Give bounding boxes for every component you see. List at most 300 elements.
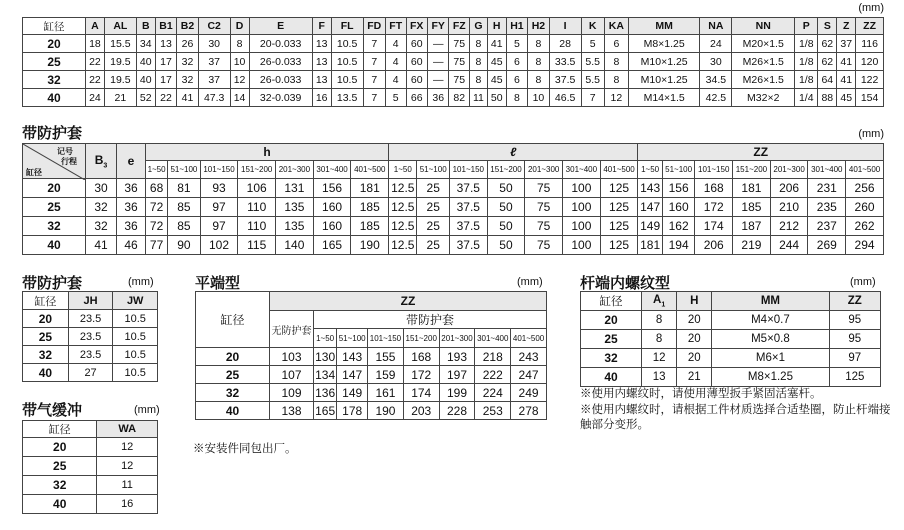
- table-cell: 8: [604, 71, 628, 89]
- table-cell: 75: [449, 53, 470, 71]
- stroke-header: 301~400: [475, 329, 511, 348]
- table-cell: 25: [23, 53, 86, 71]
- header-cell: D: [230, 18, 249, 35]
- table-cell: 81: [168, 179, 201, 198]
- table-cell: 155: [368, 348, 404, 366]
- table-cell: M10×1.25: [628, 71, 700, 89]
- table-cell: 5: [506, 35, 528, 53]
- table-cell: M26×1.5: [732, 53, 795, 71]
- table-cell: 32: [581, 349, 642, 368]
- cushion-title: 带气缓冲: [22, 402, 83, 419]
- table-cell: 7: [363, 89, 385, 107]
- table-cell: 12: [230, 71, 249, 89]
- table-cell: 8: [642, 330, 677, 349]
- table-cell: 19.5: [104, 53, 136, 71]
- table-cell: 52: [136, 89, 155, 107]
- table-cell: 50: [487, 198, 525, 217]
- table-row: [23, 198, 884, 217]
- bore-cell: 32: [196, 384, 270, 402]
- table-cell: 32: [177, 71, 199, 89]
- table-cell: 190: [351, 236, 389, 255]
- header-cell: WA: [97, 421, 158, 438]
- table-row: [23, 236, 884, 255]
- boot-title: 带防护套: [22, 125, 83, 142]
- table-cell: M6×1: [712, 349, 829, 368]
- boot-small-title: 带防护套: [22, 275, 83, 292]
- table-cell: 97: [200, 198, 238, 217]
- table-cell: 135: [276, 198, 314, 217]
- table-row: [581, 349, 881, 368]
- table-cell: 33.5: [549, 53, 581, 71]
- bore-cell: 32: [23, 217, 86, 236]
- table-cell: 37: [198, 53, 230, 71]
- bore-cell: 25: [23, 198, 86, 217]
- rodthread-note-1: ※使用内螺纹时，请使用薄型扳手紧固活塞杆。: [580, 388, 822, 400]
- table-cell: 10.5: [113, 310, 158, 328]
- table-cell: M10×1.25: [628, 53, 700, 71]
- table-cell: 140: [276, 236, 314, 255]
- header-cell: P: [795, 18, 818, 35]
- table-cell: 30: [86, 179, 117, 198]
- table-cell: 8: [230, 35, 249, 53]
- corner-code-label: 记号: [57, 147, 73, 156]
- header-cell: FL: [331, 18, 363, 35]
- table-cell: 25: [417, 236, 450, 255]
- table-cell: 120: [856, 53, 884, 71]
- header-cell: H1: [506, 18, 528, 35]
- table-cell: 6: [506, 71, 528, 89]
- header-cell: JW: [113, 292, 158, 310]
- table-cell: 41: [177, 89, 199, 107]
- table-cell: 10.5: [331, 35, 363, 53]
- table-cell: 1/8: [795, 53, 818, 71]
- table-cell: 100: [563, 179, 601, 198]
- table-cell: 212: [770, 217, 808, 236]
- table-cell: 262: [846, 217, 884, 236]
- table-cell: 20: [581, 311, 642, 330]
- table-cell: 1/8: [795, 35, 818, 53]
- table-cell: 136: [315, 385, 336, 400]
- table-cell: 97: [829, 349, 880, 368]
- table-cell: 50: [487, 217, 525, 236]
- header-cell: A: [86, 18, 105, 35]
- boot-small-table: [22, 291, 158, 382]
- dimensions-table: [22, 17, 884, 107]
- table-cell: 45: [487, 71, 506, 89]
- table-cell: 181: [638, 236, 662, 255]
- table-cell: 85: [168, 217, 201, 236]
- table-cell: 25: [23, 457, 97, 476]
- table-cell: 46.5: [549, 89, 581, 107]
- header-cell: KA: [604, 18, 628, 35]
- table-cell: 25: [417, 179, 450, 198]
- table-cell: —: [427, 71, 448, 89]
- table-cell: 26-0.033: [249, 53, 312, 71]
- col-b3: $B_3$: [86, 144, 117, 179]
- table-cell: 168: [403, 348, 439, 366]
- table-cell: 222: [475, 366, 511, 384]
- table-cell: 174: [695, 217, 733, 236]
- table-cell: 138: [270, 402, 314, 420]
- table-cell: 203: [403, 402, 439, 420]
- table-cell: 134: [315, 367, 336, 382]
- table-cell: 25: [23, 328, 69, 346]
- table-cell: 25: [417, 217, 450, 236]
- table-cell: 243: [511, 348, 547, 366]
- table-cell: 40: [136, 71, 155, 89]
- boot-small-unit: (mm): [128, 276, 154, 288]
- table-cell: 125: [600, 217, 638, 236]
- header-cell: S: [818, 18, 837, 35]
- table-cell: 110: [238, 217, 276, 236]
- table-cell: 224: [475, 384, 511, 402]
- flat-table: [195, 291, 547, 420]
- table-cell: 197: [439, 366, 475, 384]
- header-cell: FY: [427, 18, 448, 35]
- table-cell: 4: [385, 53, 406, 71]
- table-cell: 50: [487, 179, 525, 198]
- table-cell: 106: [238, 179, 276, 198]
- table-cell: 40: [23, 495, 97, 514]
- table-cell: 37: [837, 35, 856, 53]
- table-cell: 50: [487, 89, 506, 107]
- table-cell: 161: [368, 384, 404, 402]
- table-cell: 25: [417, 198, 450, 217]
- table-cell: 20: [23, 310, 69, 328]
- corner-cell: [23, 144, 86, 179]
- table-cell: M32×2: [732, 89, 795, 107]
- table-row: [23, 364, 158, 382]
- stroke-header: 201~300: [439, 329, 475, 348]
- table-row: [23, 438, 158, 457]
- table-cell: 18: [86, 35, 105, 53]
- rodthread-title: 杆端内螺纹型: [580, 275, 671, 292]
- table-cell: 82: [449, 89, 470, 107]
- stroke-header: 51~100: [337, 329, 368, 348]
- table-cell: 12.5: [389, 198, 417, 217]
- table-cell: 235: [808, 198, 846, 217]
- table-cell: 20: [677, 349, 712, 368]
- table-cell: 165: [315, 403, 336, 418]
- header-cell: 缸径: [581, 292, 642, 311]
- table-cell: —: [427, 53, 448, 71]
- table-cell: 41: [487, 35, 506, 53]
- table-cell: 8: [528, 35, 550, 53]
- table-cell: 72: [146, 217, 168, 236]
- table-cell: 20-0.033: [249, 35, 312, 53]
- table-cell: 77: [146, 236, 168, 255]
- table-row: [581, 311, 881, 330]
- table-cell: 13: [642, 368, 677, 387]
- table-cell: 26: [177, 35, 199, 53]
- table-cell: 62: [818, 35, 837, 53]
- header-cell: 缸径: [23, 292, 69, 310]
- table-cell: 97: [200, 217, 238, 236]
- header-cell: FD: [363, 18, 385, 35]
- table-cell: 7: [581, 89, 604, 107]
- table-cell: 40: [23, 89, 86, 107]
- table-cell: 32: [23, 71, 86, 89]
- stroke-header: 1~50: [146, 161, 168, 179]
- table-cell: 32: [177, 53, 199, 71]
- table-cell: 6: [506, 53, 528, 71]
- table-cell: 12.5: [389, 179, 417, 198]
- table-cell: 23.5: [68, 328, 113, 346]
- header-cell: H: [677, 292, 712, 311]
- table-cell: 181: [733, 179, 771, 198]
- table-cell: 95: [829, 311, 880, 330]
- bore-cell: 20: [23, 179, 86, 198]
- stroke-header: 101~150: [200, 161, 238, 179]
- table-cell: 219: [733, 236, 771, 255]
- header-cell: K: [581, 18, 604, 35]
- table-cell: 115: [238, 236, 276, 255]
- table-cell: 62: [818, 53, 837, 71]
- table-cell: 37.5: [449, 217, 487, 236]
- table-cell: 143: [337, 348, 368, 366]
- table-cell: 12: [642, 349, 677, 368]
- table-row: [581, 368, 881, 387]
- table-row: [581, 330, 881, 349]
- table-cell: 66: [406, 89, 427, 107]
- table-row: [23, 310, 158, 328]
- table-cell: 5.5: [581, 71, 604, 89]
- table-cell: 10: [230, 53, 249, 71]
- header-cell: FZ: [449, 18, 470, 35]
- table-cell: 11: [470, 89, 488, 107]
- table-cell: 23.5: [68, 346, 113, 364]
- table-cell: 210: [770, 198, 808, 217]
- table-cell: 22: [86, 71, 105, 89]
- table-cell: 90: [168, 236, 201, 255]
- header-cell: B: [136, 18, 155, 35]
- table-cell: 46: [117, 236, 146, 255]
- header-cell: B2: [177, 18, 199, 35]
- table-cell: 156: [313, 179, 351, 198]
- table-cell: 32: [86, 198, 117, 217]
- table-cell: 14: [230, 89, 249, 107]
- table-cell: 190: [368, 402, 404, 420]
- table-cell: 36: [117, 179, 146, 198]
- header-cell: Z: [837, 18, 856, 35]
- table-cell: 149: [638, 217, 662, 236]
- table-cell: 7: [363, 35, 385, 53]
- top-unit: (mm): [858, 2, 884, 14]
- group-l: ℓ: [389, 144, 638, 161]
- stroke-header: 201~300: [770, 161, 808, 179]
- header-cell: MM: [712, 292, 829, 311]
- table-row: [23, 328, 158, 346]
- table-row: [23, 346, 158, 364]
- header-cell: H2: [528, 18, 550, 35]
- table-cell: 45: [837, 89, 856, 107]
- table-row: [196, 366, 547, 384]
- table-cell: 125: [600, 198, 638, 217]
- table-cell: 185: [351, 217, 389, 236]
- table-cell: 13: [312, 71, 331, 89]
- table-cell: 8: [528, 53, 550, 71]
- table-cell: 130: [315, 349, 336, 364]
- table-cell: 107: [270, 366, 314, 384]
- table-cell: 160: [662, 198, 695, 217]
- table-cell: 247: [511, 366, 547, 384]
- table-cell: 37.5: [449, 198, 487, 217]
- table-cell: 5: [581, 35, 604, 53]
- header-cell: G: [470, 18, 488, 35]
- table-row: [23, 457, 158, 476]
- stroke-header: 201~300: [525, 161, 563, 179]
- table-cell: 16: [97, 495, 158, 514]
- table-cell: 13: [155, 35, 177, 53]
- table-cell: 1/4: [795, 89, 818, 107]
- table-cell: 12.5: [389, 217, 417, 236]
- group-h: h: [146, 144, 389, 161]
- table-cell: 17: [155, 53, 177, 71]
- table-cell: 15.5: [104, 35, 136, 53]
- table-row: [23, 179, 884, 198]
- table-cell: 12.5: [389, 236, 417, 255]
- stroke-header: 401~500: [600, 161, 638, 179]
- table-cell: 156: [662, 179, 695, 198]
- table-cell: 25: [581, 330, 642, 349]
- table-cell: —: [427, 35, 448, 53]
- stroke-header: 101~150: [695, 161, 733, 179]
- table-cell: 185: [733, 198, 771, 217]
- flat-title: 平端型: [195, 275, 241, 292]
- table-cell: 8: [470, 35, 488, 53]
- table-cell: 37.5: [549, 71, 581, 89]
- stroke-header: 301~400: [563, 161, 601, 179]
- bore-cell: 40: [23, 236, 86, 255]
- rodthread-table: [580, 291, 881, 387]
- table-cell: 40: [23, 364, 69, 382]
- flat-note: ※安装件同包出厂。: [193, 443, 297, 455]
- table-cell: 4: [385, 71, 406, 89]
- table-cell: 12: [97, 438, 158, 457]
- header-cell: B1: [155, 18, 177, 35]
- table-cell: 102: [200, 236, 238, 255]
- table-cell: 47.3: [198, 89, 230, 107]
- stroke-header: 301~400: [808, 161, 846, 179]
- table-cell: 13: [312, 35, 331, 53]
- header-cell: ZZ: [856, 18, 884, 35]
- stroke-header: 401~500: [511, 329, 547, 348]
- table-cell: 131: [276, 179, 314, 198]
- group-zz: ZZ: [638, 144, 884, 161]
- table-cell: 93: [200, 179, 238, 198]
- table-cell: 185: [351, 198, 389, 217]
- table-cell: 88: [818, 89, 837, 107]
- table-cell: 8: [470, 71, 488, 89]
- table-cell: 11: [97, 476, 158, 495]
- table-cell: 110: [238, 198, 276, 217]
- table-cell: 22: [155, 89, 177, 107]
- table-cell: 8: [642, 311, 677, 330]
- table-cell: 100: [563, 217, 601, 236]
- table-cell: 253: [475, 402, 511, 420]
- table-cell: 21: [677, 368, 712, 387]
- table-cell: 8: [470, 53, 488, 71]
- table-cell: 19.5: [104, 71, 136, 89]
- table-cell: 135: [276, 217, 314, 236]
- table-cell: 162: [662, 217, 695, 236]
- stroke-header: 151~200: [487, 161, 525, 179]
- stroke-header: 151~200: [733, 161, 771, 179]
- table-cell: 8: [604, 53, 628, 71]
- header-cell: 缸径: [23, 421, 97, 438]
- boot-unit: (mm): [858, 128, 884, 140]
- table-cell: 10.5: [113, 346, 158, 364]
- flat-group-zz: ZZ: [270, 292, 547, 311]
- table-cell: 10.5: [113, 364, 158, 382]
- table-row: [196, 348, 547, 366]
- table-cell: 12: [604, 89, 628, 107]
- table-cell: 178: [337, 402, 368, 420]
- table-cell: 21: [104, 89, 136, 107]
- table-cell: 75: [525, 179, 563, 198]
- header-cell: NA: [700, 18, 732, 35]
- table-cell: 26-0.033: [249, 71, 312, 89]
- stroke-header: 51~100: [417, 161, 450, 179]
- table-cell: 160: [313, 217, 351, 236]
- table-cell: M8×1.25: [628, 35, 700, 53]
- stroke-header: 101~150: [368, 329, 404, 348]
- table-cell: 16: [312, 89, 331, 107]
- table-header-row: [23, 18, 884, 35]
- table-row: [23, 53, 884, 71]
- table-cell: 20: [677, 311, 712, 330]
- table-cell: 37: [198, 71, 230, 89]
- table-cell: 181: [351, 179, 389, 198]
- table-cell: 13: [312, 53, 331, 71]
- table-cell: 244: [770, 236, 808, 255]
- table-cell: 45: [487, 53, 506, 71]
- table-cell: 75: [525, 198, 563, 217]
- table-cell: 42.5: [700, 89, 732, 107]
- stroke-header: 51~100: [662, 161, 695, 179]
- table-cell: 228: [439, 402, 475, 420]
- table-cell: 100: [563, 198, 601, 217]
- table-cell: 5.5: [581, 53, 604, 71]
- table-cell: 194: [662, 236, 695, 255]
- table-row: [23, 71, 884, 89]
- table-cell: 13.5: [331, 89, 363, 107]
- boot-table: [22, 143, 884, 255]
- table-cell: 269: [808, 236, 846, 255]
- table-cell: 249: [511, 384, 547, 402]
- table-cell: 4: [385, 35, 406, 53]
- header-cell: ZZ: [829, 292, 880, 311]
- table-row: [196, 384, 547, 402]
- header-cell: C2: [198, 18, 230, 35]
- table-cell: 8: [506, 89, 528, 107]
- table-cell: 147: [337, 366, 368, 384]
- table-cell: 193: [439, 348, 475, 366]
- table-cell: 41: [837, 71, 856, 89]
- table-cell: 168: [695, 179, 733, 198]
- table-cell: 116: [856, 35, 884, 53]
- table-cell: 41: [86, 236, 117, 255]
- table-cell: 36: [117, 198, 146, 217]
- table-cell: 206: [695, 236, 733, 255]
- table-cell: M5×0.8: [712, 330, 829, 349]
- header-cell: E: [249, 18, 312, 35]
- flat-col-bore: 缸径: [196, 292, 270, 348]
- table-row: [23, 217, 884, 236]
- stroke-header: 1~50: [389, 161, 417, 179]
- table-cell: 8: [528, 71, 550, 89]
- table-cell: 159: [368, 366, 404, 384]
